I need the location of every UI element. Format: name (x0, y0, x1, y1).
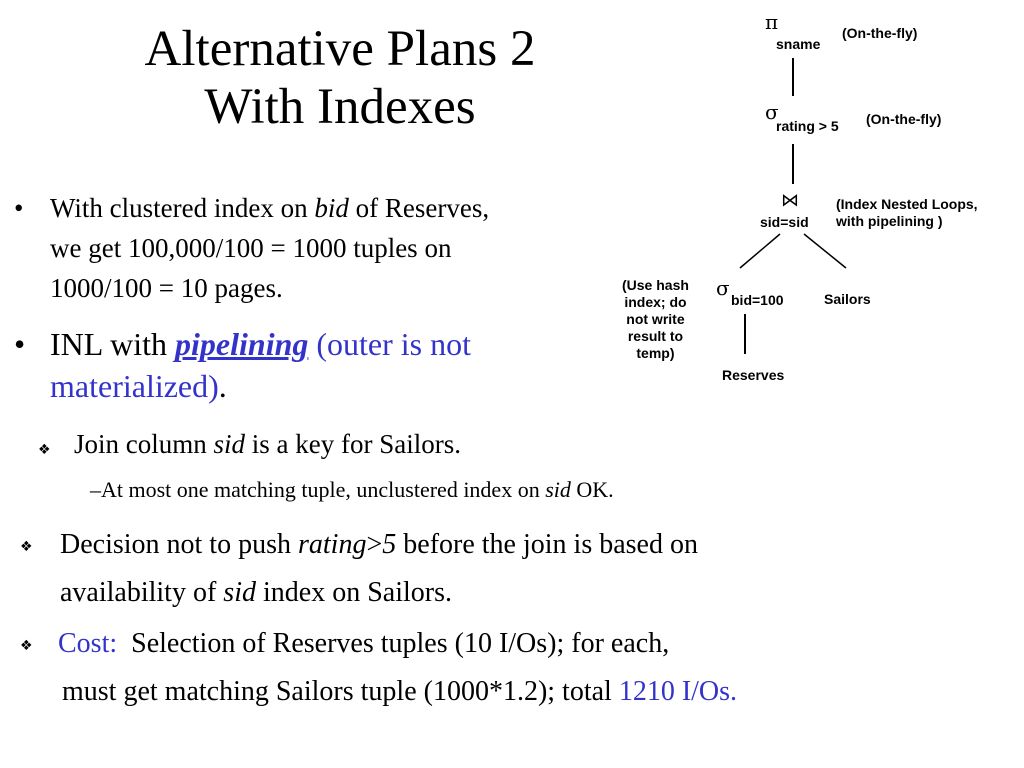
sel-note-line-3: not write (626, 311, 685, 327)
bullet-2-marker: • (14, 326, 26, 362)
edge-sigma-reserves (744, 314, 746, 354)
bullet-2-text-b: (outer is not (308, 326, 472, 362)
decision-marker: ❖ (20, 539, 33, 555)
sigma-rating-note: (On-the-fly) (866, 111, 942, 127)
sigma-bid-note (622, 277, 689, 362)
reserves-relation: Reserves (722, 367, 785, 383)
sel-note-line-5: temp) (636, 345, 675, 361)
sub-1-text-b: is a key for Sailors. (245, 429, 461, 459)
sub-bullet-1-marker: ❖ (38, 442, 51, 458)
sub-2-text-b: OK. (570, 477, 614, 502)
cost-text-a: Selection of Reserves tuples (10 I/Os); for each, (117, 628, 670, 659)
sub-1-text-a: Join column (74, 429, 214, 459)
bullet-1-line-3: 1000/100 = 10 pages. (50, 273, 283, 303)
sel-note-line-1: (Use hash (622, 277, 689, 293)
decision-op: > (366, 529, 383, 560)
pi-note: (On-the-fly) (842, 25, 918, 41)
sigma-rating-subscript: rating > 5 (776, 118, 839, 134)
bullet-2-text-a: INL with (50, 326, 176, 362)
join-subscript: sid=sid (760, 214, 809, 230)
decision-line-2-em: sid (223, 577, 256, 608)
sigma-bid-subscript: bid=100 (731, 292, 784, 308)
bullet-1-text-a: With clustered index on (50, 193, 315, 223)
cost-label: Cost: (58, 628, 118, 659)
sub-1-em: sid (213, 429, 246, 459)
sigma-rating-symbol: σ (765, 100, 779, 124)
edge-join-sailors (804, 234, 846, 268)
cost-marker: ❖ (20, 638, 33, 654)
sel-note-line-4: result to (627, 328, 684, 344)
decision-line-2-a: availability of (60, 577, 224, 608)
cost-total: 1210 I/Os. (618, 676, 738, 707)
sailors-relation: Sailors (824, 291, 871, 307)
join-symbol: ⋈ (781, 190, 799, 211)
bullet-2-line-2-text: materialized) (50, 368, 219, 404)
bullet-1-marker: • (14, 193, 24, 223)
title-line-2: With Indexes (204, 79, 476, 135)
join-note-line-2: with pipelining ) (836, 213, 943, 229)
decision-line-2-b: index on Sailors. (255, 577, 452, 608)
sub-2-em: sid (545, 477, 571, 502)
decision-em-rating: rating (298, 529, 367, 560)
decision-text-b: before the join is based on (396, 529, 698, 560)
bullet-1-em: bid (314, 193, 349, 223)
bullet-2-period: . (218, 368, 227, 404)
cost-line-2-a: must get matching Sailors tuple (1000*1.2); total (62, 676, 619, 707)
bullet-1-line-2: we get 100,000/100 = 1000 tuples on (50, 233, 452, 263)
join-note-line-1: (Index Nested Loops, (836, 196, 978, 212)
edge-join-selection (740, 234, 780, 268)
sel-note-line-2: index; do (624, 294, 687, 310)
pi-subscript: sname (776, 36, 821, 52)
sub-2-text-a: –At most one matching tuple, unclustered index on (90, 477, 546, 502)
title-line-1: Alternative Plans 2 (144, 21, 536, 77)
sigma-bid-symbol: σ (716, 276, 730, 300)
bullet-1-text-b: of Reserves, (348, 193, 490, 223)
decision-em-5: 5 (382, 529, 397, 560)
decision-text-a: Decision not to push (60, 529, 298, 560)
pipelining-link[interactable]: pipelining (175, 326, 309, 362)
pi-symbol: π (765, 10, 779, 34)
